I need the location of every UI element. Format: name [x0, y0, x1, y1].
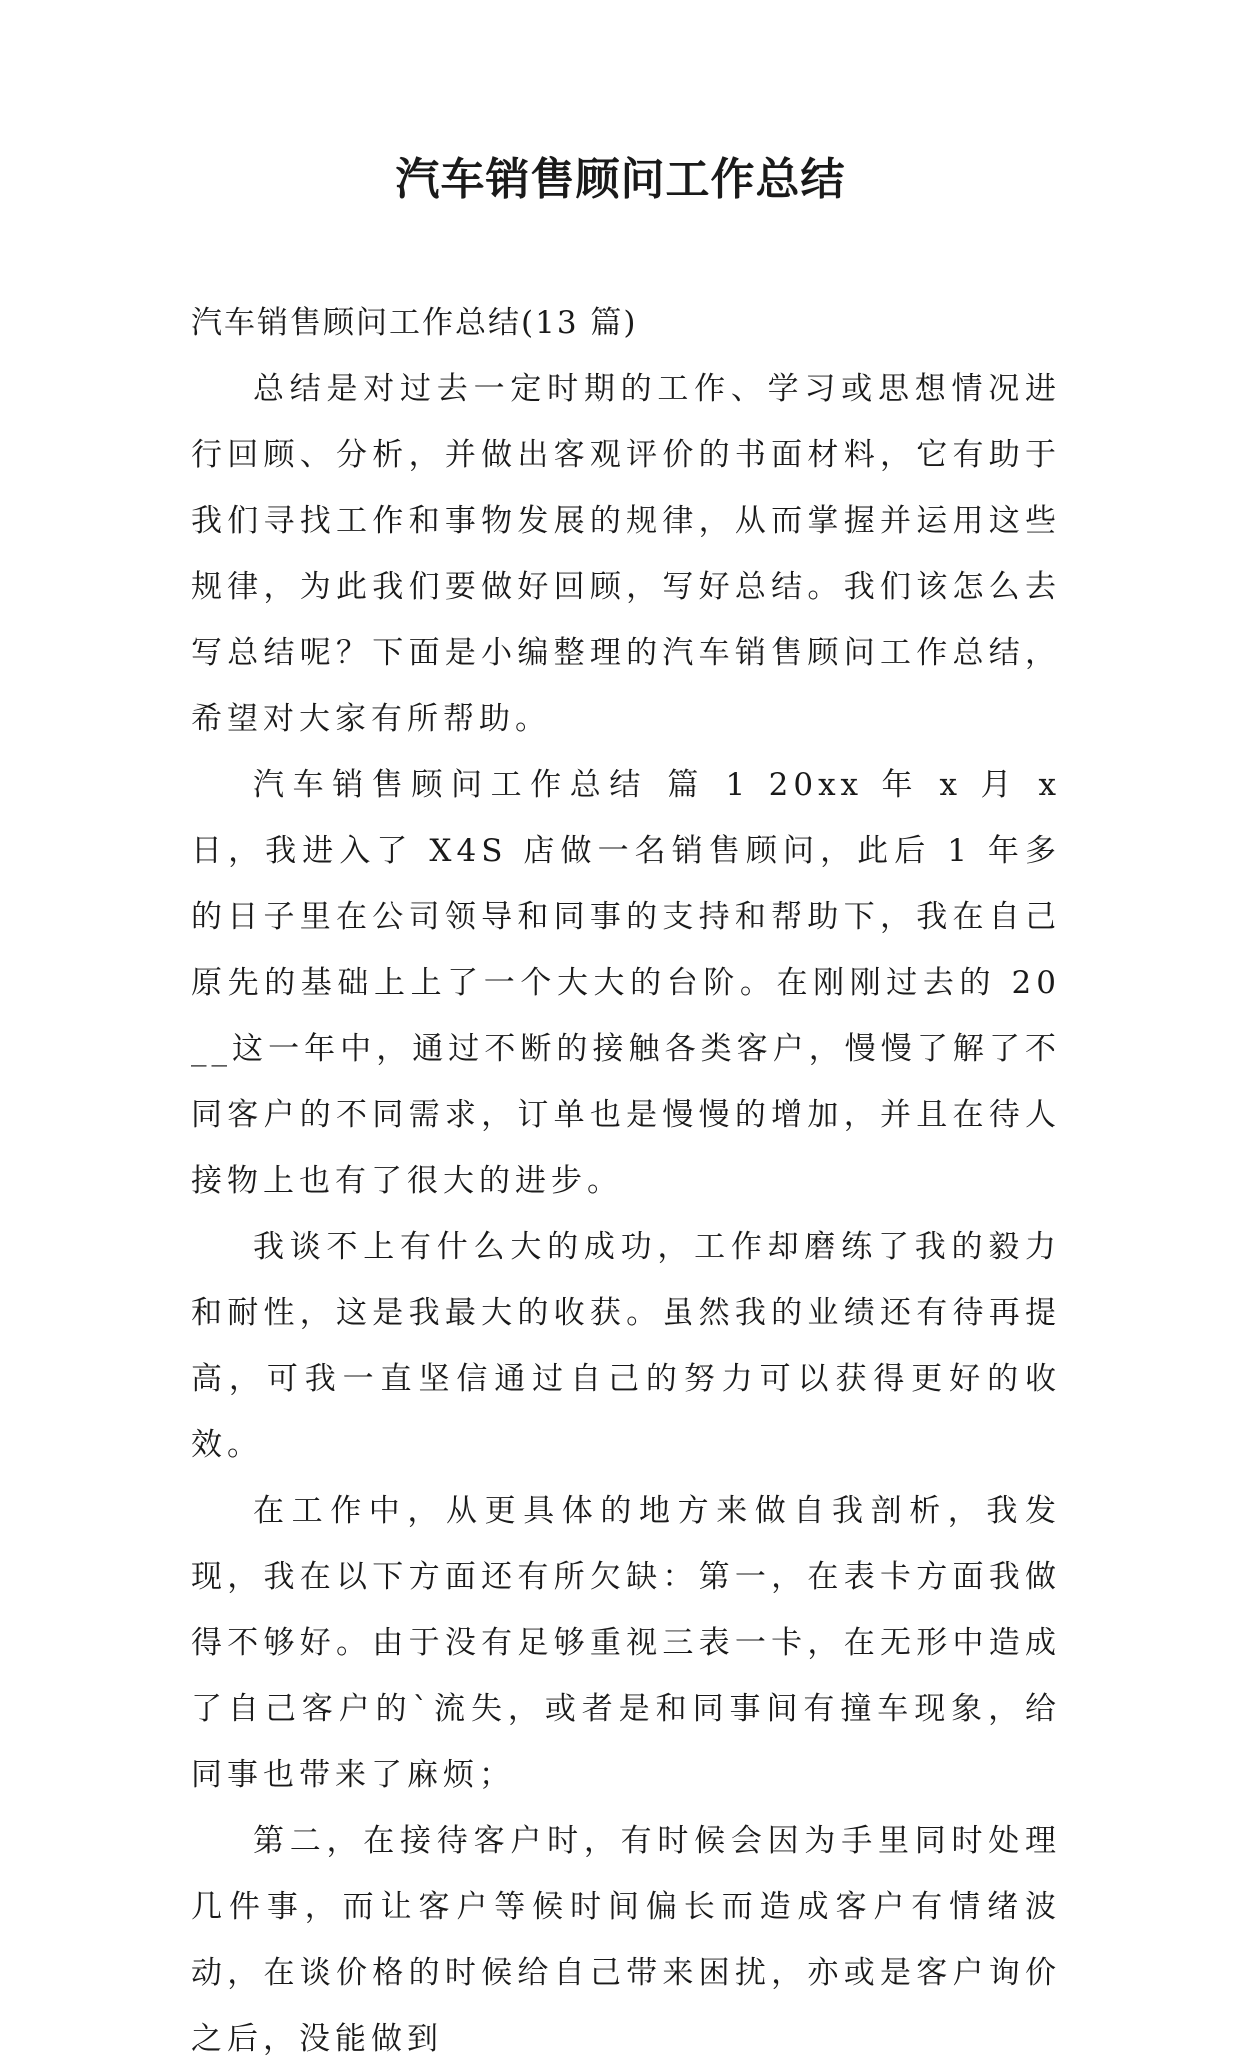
paragraph-shortcoming-1: 在工作中，从更具体的地方来做自我剖析，我发现，我在以下方面还有所欠缺：第一，在表卡方面我做得不够好。由于没有足够重视三表一卡，在无形中造成了自己客户的`流失，或者是和同事间有撞车现象，给同事也带来了麻烦； [191, 1493, 1061, 1793]
document-title: 汽车销售顾问工作总结 [395, 154, 846, 205]
paragraph-part-1: 汽车销售顾问工作总结 篇 1 20xx 年 x 月 x 日，我进入了 X4S 店做一名销售顾问，此后 1 年多的日子里在公司领导和同事的支持和帮助下，我在自己原先的基础上上了一个大大的台阶。在刚刚过去的 20__这一年中，通过不断的接触各类客户，慢慢了解了不同客户的不同需求，订单也是慢慢的增加，并且在待人接物上也有了很大的进步。 [191, 767, 1061, 1199]
document-subtitle: 汽车销售顾问工作总结(13 篇) [191, 305, 638, 341]
paragraph-intro: 总结是对过去一定时期的工作、学习或思想情况进行回顾、分析，并做出客观评价的书面材料，它有助于我们寻找工作和事物发展的规律，从而掌握并运用这些规律，为此我们要做好回顾，写好总结。我们该怎么去写总结呢？下面是小编整理的汽车销售顾问工作总结，希望对大家有所帮助。 [191, 371, 1061, 737]
document-body [191, 290, 1061, 2072]
paragraph-shortcoming-2: 第二，在接待客户时，有时候会因为手里同时处理几件事，而让客户等候时间偏长而造成客户有情绪波动，在谈价格的时候给自己带来困扰，亦或是客户询价之后，没能做到 [191, 1823, 1061, 2057]
paragraph-reflection: 我谈不上有什么大的成功，工作却磨练了我的毅力和耐性，这是我最大的收获。虽然我的业绩还有待再提高，可我一直坚信通过自己的努力可以获得更好的收效。 [191, 1229, 1061, 1463]
